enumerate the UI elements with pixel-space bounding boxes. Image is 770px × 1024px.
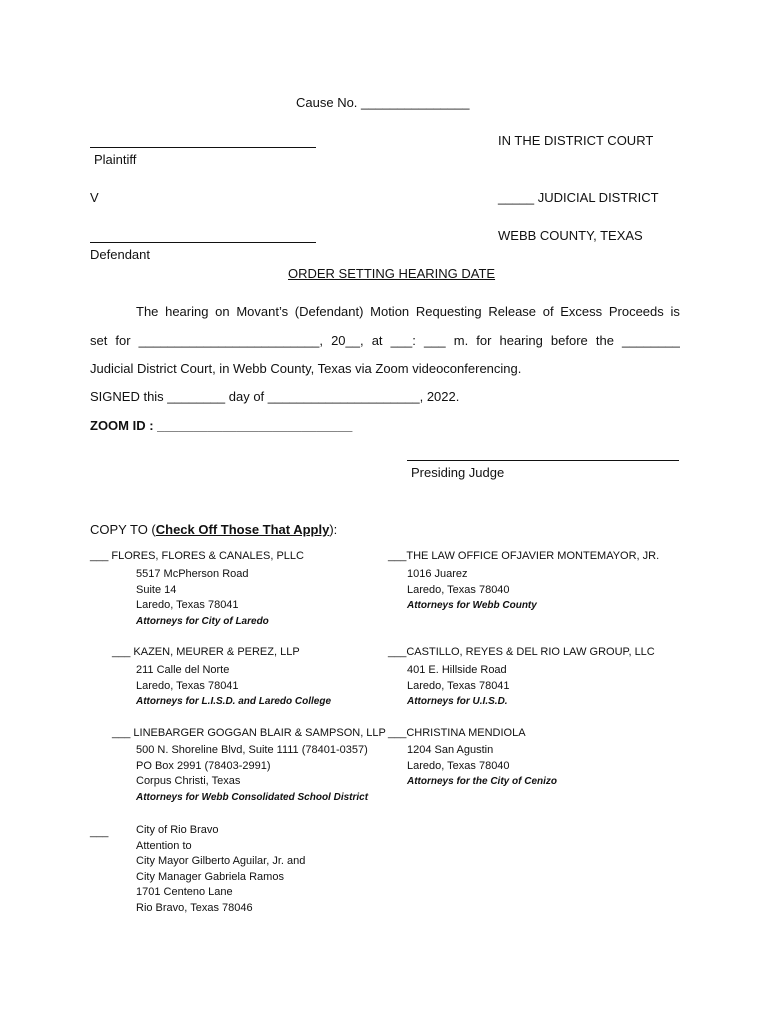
recipient-kazen-name: ___ KAZEN, MEURER & PEREZ, LLP (112, 646, 300, 658)
recipient-flores-role: Attorneys for City of Laredo (136, 615, 269, 627)
plaintiff-label: Plaintiff (94, 152, 137, 167)
copy-to-heading: COPY TO (Check Off Those That Apply): (90, 522, 338, 537)
versus-label: V (90, 190, 99, 205)
recipient-linebarger-role: Attorneys for Webb Consolidated School District (136, 791, 369, 803)
recipient-kazen-address: 211 Calle del Norte Laredo, Texas 78041 Attorneys for L.I.S.D. and Laredo College (136, 663, 331, 710)
recipient-rio-bravo-address: City of Rio Bravo Attention to City Mayor Gilberto Aguilar, Jr. and City Manager Gabriela Ramos 1701 Centeno Lane Rio Bravo, Texas 78046 (136, 824, 306, 914)
order-paragraph-line-3: Judicial District Court, in Webb County, Texas via Zoom videoconferencing. (90, 361, 522, 376)
recipient-mendiola-name: ___CHRISTINA MENDIOLA (388, 727, 526, 739)
recipient-flores-name: ___ FLORES, FLORES & CANALES, PLLC (90, 550, 304, 562)
plaintiff-signature-line (90, 147, 316, 148)
recipient-castillo-role: Attorneys for U.I.S.D. (407, 696, 508, 707)
recipient-linebarger-name: ___ LINEBARGER GOGGAN BLAIR & SAMPSON, LLP (112, 727, 386, 739)
recipient-mendiola-address: 1204 San Agustin Laredo, Texas 78040 Attorneys for the City of Cenizo (407, 743, 557, 790)
defendant-label: Defendant (90, 247, 150, 262)
recipient-montemayor-address: 1016 Juarez Laredo, Texas 78040 Attorneys for Webb County (407, 567, 537, 614)
court-name: IN THE DISTRICT COURT (498, 133, 654, 148)
zoom-id: ZOOM ID : ___________________________ (90, 418, 353, 433)
recipient-castillo-name: ___CASTILLO, REYES & DEL RIO LAW GROUP, LLC (388, 646, 655, 658)
recipient-kazen-role: Attorneys for L.I.S.D. and Laredo College (136, 696, 332, 707)
signed-line: SIGNED this ________ day of _____________________, 2022. (90, 389, 460, 404)
copy-to-instruction: Check Off Those That Apply (155, 522, 330, 537)
recipient-montemayor-name: ___THE LAW OFFICE OFJAVIER MONTEMAYOR, JR. (388, 550, 660, 562)
recipient-rio-bravo-blank: ___ (90, 826, 109, 838)
recipient-linebarger-address: 500 N. Shoreline Blvd, Suite 1111 (78401-0357) PO Box 2991 (78403-2991) Corpus Christi, Texas Attorneys for Webb Consolidated School District (136, 743, 368, 805)
defendant-signature-line (90, 242, 316, 243)
recipient-flores-address: 5517 McPherson Road Suite 14 Laredo, Texas 78041 Attorneys for City of Laredo (136, 567, 269, 629)
order-title: ORDER SETTING HEARING DATE (288, 266, 496, 281)
county-label: WEBB COUNTY, TEXAS (498, 228, 643, 243)
order-paragraph-line-1: The hearing on Movant’s (Defendant) Motion Requesting Release of Excess Proceeds is (136, 304, 680, 319)
order-paragraph-line-2: set for _________________________, 20__, at ___: ___ m. for hearing before the ________ (90, 333, 680, 348)
recipient-castillo-address: 401 E. Hillside Road Laredo, Texas 78041 Attorneys for U.I.S.D. (407, 663, 510, 710)
recipient-montemayor-role: Attorneys for Webb County (407, 600, 537, 611)
presiding-judge-label: Presiding Judge (411, 465, 505, 480)
judge-signature-line (407, 460, 679, 461)
cause-number: Cause No. _______________ (296, 95, 470, 110)
judicial-district: _____ JUDICIAL DISTRICT (498, 190, 659, 205)
recipient-mendiola-role: Attorneys for the City of Cenizo (407, 776, 558, 787)
